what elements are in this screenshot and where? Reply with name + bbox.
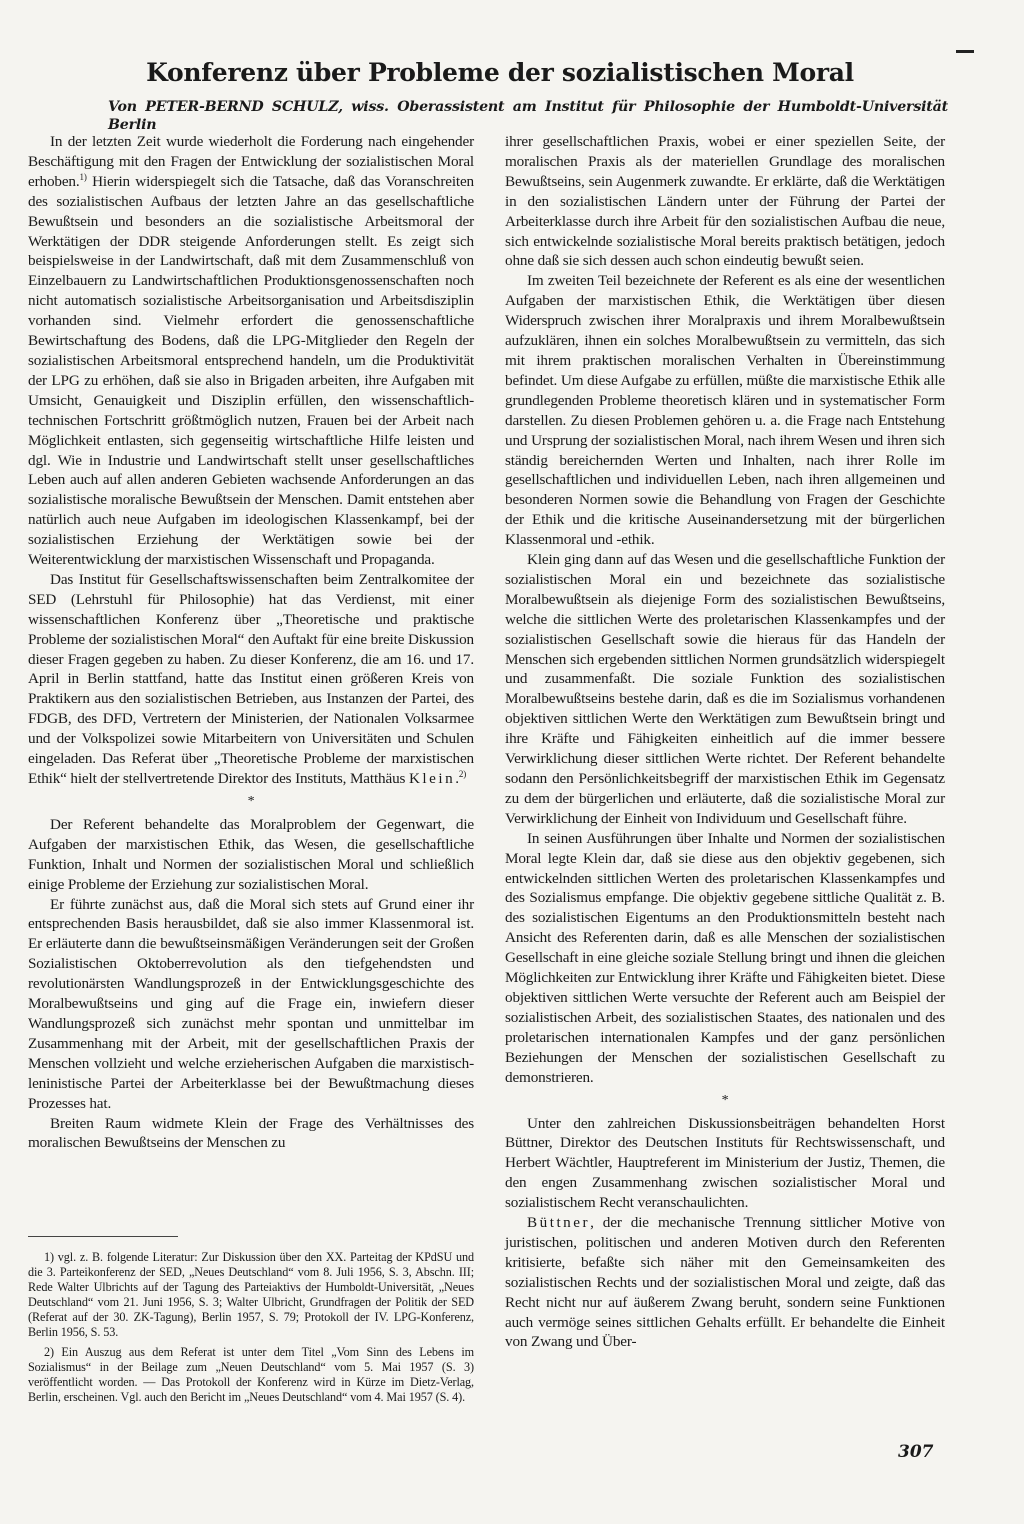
paragraph: Das Institut für Gesellschaftswissenschaften beim Zentralkomitee der SED (Lehrstuhl für Philosophie) hat das Verdienst, mit einer wissenschaftlichen Konferenz über „Theoretische und praktische Probleme der sozialistischen Moral“ den Auftakt für eine breite Diskussion dieser Fragen gegeben zu haben. Zu dieser Konferenz, die am 16. und 17. April in Berlin stattfand, hatte das Institut einen größeren Kreis von Praktikern aus den sozialistischen Betrieben, aus Instanzen der Partei, des FDGB, des DFD, Vertretern der Ministerien, der Nationalen Volksarmee und der Volkspolizei sowie Mitarbeitern von Universitäten und Schulen eingeladen. Das Referat über „Theoretische Probleme der marxistischen Ethik“ hielt der stellvertretende Direktor des Instituts, Matthäus Klein.$^{2)}$ bbox=[28, 570, 474, 787]
paragraph: Breiten Raum widmete Klein der Frage des Verhältnisses des moralischen Bewußtseins der Menschen zu bbox=[28, 1114, 474, 1152]
paragraph: Er führte zunächst aus, daß die Moral sich stets auf Grund einer ihr entsprechenden Basis herausbildet, daß sie also immer Klassenmoral ist. Er erläuterte dann die bewußtseinsmäßigen Veränderungen seit der Großen Sozialistischen Oktoberrevolution als den tiefgehendsten und revolutionärsten Wandlungsprozeß in der Entwicklungsgeschichte des Moralbewußtseins und ging auf die Frage ein, inwiefern dieser Wandlungsprozeß sich zunächst mehr spontan und unmittelbar im Zusammenhang mit der Arbeit, mit der gesellschaftlichen Praxis der Menschen vollzieht und welche erzieherischen Aufgaben die marxistisch-leninistische Partei der Arbeiterklasse bei der Bewußtmachung dieses Prozesses hat. bbox=[28, 895, 474, 1112]
paragraph: Unter den zahlreichen Diskussionsbeiträgen behandelten Horst Büttner, Direktor des Deutschen Instituts für Rechtswissenschaft, und Herbert Wächtler, Hauptreferent im Ministerium der Justiz, Themen, die den engen Zusammenhang zwischen sozialistischer Moral und sozialistischem Recht veranschaulichten. bbox=[505, 1114, 945, 1212]
paragraph: Im zweiten Teil bezeichnete der Referent es als eine der wesentlichen Aufgaben der marxistischen Ethik, die Werktätigen über diesen Widerspruch zwischen ihrer Moralpraxis und ihrem Moralbewußtsein aufzuklären, ihnen ein solches Moralbewußtsein zu vermitteln, das sich mit ihrem praktischen moralischen Verhalten in Übereinstimmung befindet. Um diese Aufgabe zu erfüllen, müßte die marxistische Ethik alle grundlegenden Probleme theoretisch klären und in systematischer Form darstellen. Zu diesen Problemen gehören u. a. die Frage nach Entstehung und Ursprung der sozialistischen Moral, nach ihrem Wesen und ihren sich ständig bereichernden Werten und Inhalten, nach ihrer Rolle im gesellschaftlichen und individuellen Leben, nach ihren allgemeinen und besonderen Normen sowie die Behandlung von Fragen der Geschichte der Ethik und die kritische Auseinandersetzung mit der bürgerlichen Klassenmoral und -ethik. bbox=[505, 272, 945, 549]
paragraph: Klein ging dann auf das Wesen und die gesellschaftliche Funktion der sozialistischen Moral ein und bezeichnete das sozialistische Moralbewußtsein als diejenige Form des sozialistischen Bewußtseins, welche die sittlichen Werte des proletarischen Klassenkampfes und der sozialistischen Gesellschaft sowie die hieraus für das Handeln der Menschen sich ergebenden sittlichen Normen grundsätzlich widerspiegelt und zusammenfaßt. Die soziale Funktion des sozialistischen Moralbewußtseins bestehe darin, daß es die im Sozialismus vorhandenen objektiven sittlichen Werte den Werktätigen zum Bewußtsein bringt und ihre Kräfte und Fähigkeiten einheitlich auf die immer bessere Verwirklichung dieser sittlichen Werte richtet. Der Referent behandelte sodann den Persönlichkeitsbegriff der marxistischen Ethik im Gegensatz zu dem der bürgerlichen und erläuterte, daß die sozialistische Moral zur Verwirklichung der Einheit von Individuum und Gesellschaft führe. bbox=[505, 551, 945, 827]
speaker-name: Büttner bbox=[527, 1214, 591, 1232]
article-byline: Von PETER-BERND SCHULZ, wiss. Oberassistent am Institut für Philosophie der Humboldt-Universität Berlin bbox=[108, 99, 948, 133]
page-number: 307 bbox=[898, 1442, 934, 1462]
paragraph: In seinen Ausführungen über Inhalte und Normen der sozialistischen Moral legte Klein dar, daß sie diese aus den objektiv gegebenen, sich entwickelnden sittlichen Werten des proletarischen Klassenkampfes und des Sozialismus empfange. Die objektiv gegebene sittliche Qualität z. B. des sozialistischen Eigentums an den Produktionsmitteln besteht nach Ansicht des Referenten darin, daß es alle Menschen der sozialistischen Gesellschaft in eine gleiche soziale Stellung bringt und ihnen die gleichen Möglichkeiten zur Entwicklung ihrer Kräfte und Fähigkeiten bietet. Diese objektiven sittlichen Werte versuchte der Referent auch am Beispiel der sozialistischen Arbeit, des sozialistischen Staates, des nationalen und des proletarischen internationalen Kampfes und der ganz persönlichen Beziehungen der Menschen der sozialistischen Gesellschaft zu demonstrieren. bbox=[505, 829, 945, 1086]
corner-mark bbox=[956, 50, 974, 53]
speaker-name: Klein bbox=[408, 770, 456, 787]
footnotes bbox=[28, 1250, 474, 1409]
footnote-rule bbox=[28, 1236, 178, 1237]
article-title: Konferenz über Probleme der sozialistischen Moral bbox=[146, 58, 854, 87]
footnote-2: 2) Ein Auszug aus dem Referat ist unter dem Titel „Vom Sinn des Lebens im Sozialismus“ in der Beilage zum „Neuen Deutschland“ vom 5. Mai 1957 (S. 3) veröffentlicht worden. — Das Protokoll der Konferenz wird in Kürze im Dietz-Verlag, Berlin, erscheinen. Vgl. auch den Bericht im „Neues Deutschland“ vom 4. Mai 1957 (S. 4). bbox=[28, 1344, 474, 1404]
left-column bbox=[28, 132, 474, 1153]
paragraph: In der letzten Zeit wurde wiederholt die Forderung nach eingehender Beschäftigung mit den Fragen der Entwicklung der sozialistischen Moral erhoben.$^{1)}$ Hierin widerspiegelt sich die Tatsache, daß das Voranschreiten des sozialistischen Aufbaus der letzten Jahre an das gesellschaftliche Bewußtsein und besonders an die sozialistische Arbeitsmoral der Werktätigen der DDR steigende Anforderungen stellt. Es zeigt sich beispielsweise in der Landwirtschaft, daß mit dem Zusammenschluß von Einzelbauern zu Landwirtschaftlichen Produktionsgenossenschaften noch nicht automatisch sozialistische Arbeitsorganisation und Arbeitsdisziplin vorhanden sind. Vielmehr erfordert die genossenschaftliche Bewirtschaftung des Bodens, daß die LPG-Mitglieder den Regeln der sozialistischen Arbeitsmoral entsprechend handeln, um die Produktivität der LPG zu erhöhen, daß sie also in Brigaden arbeiten, ihre Aufgaben mit Umsicht, Genauigkeit und Disziplin erfüllen, den wissenschaftlich-technischen Fortschritt größtmöglich nutzen, Frauen bei der Arbeit nach Möglichkeit entlasten, sich gegenseitig wirtschaftliche Hilfe leisten und dgl. Wie in Industrie und Landwirtschaft stellt unser gesellschaftliches Leben auch auf allen anderen Gebieten wachsende Anforderungen an das sozialistische moralische Bewußtsein der Menschen. Damit entstehen aber natürlich auch neue Aufgaben im ideologischen Klassenkampf, bei der sozialistischen Erziehung der Werktätigen sowie bei der Weiterentwicklung der marxistischen Wissenschaft und Propaganda. bbox=[28, 133, 474, 569]
paragraph: Büttner, der die mechanische Trennung sittlicher Motive von juristischen, politischen und anderen Motiven durch den Referenten kritisierte, befaßte sich näher mit den Gemeinsamkeiten des sozialistischen Rechts und der sozialistischen Moral und zeigte, daß das Recht nicht nur auf äußerem Zwang beruht, sondern seine Funktionen auch vermöge seines sittlichen Gehalts erfüllt. Er behandelte die Einheit von Zwang und Über- bbox=[505, 1214, 945, 1351]
section-separator: * bbox=[247, 793, 255, 809]
footnote-ref-2: 2) bbox=[458, 768, 467, 779]
right-column bbox=[505, 132, 945, 1352]
footnote-1: 1) vgl. z. B. folgende Literatur: Zur Diskussion über den XX. Parteitag der KPdSU und die 3. Parteikonferenz der SED, „Neues Deutschland“ vom 8. Juli 1956, S. 3, Abschn. III; Rede Walter Ulbrichts auf der Tagung des Parteiaktivs der Humboldt-Universität, „Neues Deutschland“ vom 21. Juni 1956, S. 3; Walter Ulbricht, Grundfragen der Politik der SED (Referat auf der 30. ZK-Tagung), Berlin 1957, S. 79; Protokoll der IV. LPG-Konferenz, Berlin 1956, S. 53. bbox=[28, 1250, 474, 1340]
footnote-ref-1: 1) bbox=[79, 171, 87, 182]
paragraph: ihrer gesellschaftlichen Praxis, wobei er einer speziellen Seite, der moralischen Praxis als der materiellen Grundlage des moralischen Bewußtseins, sein Augenmerk zuwandte. Er erklärte, daß die Werktätigen in den sozialistischen Ländern unter der Führung der Partei der Arbeiterklasse durch ihre Arbeit für den sozialistischen Aufbau die neue, sich entwickelnde sozialistische Moral bereits praktisch betätigen, jedoch ohne daß sie sich dessen auch schon eindeutig bewußt seien. bbox=[505, 133, 945, 270]
section-separator: * bbox=[721, 1092, 729, 1108]
paragraph: Der Referent behandelte das Moralproblem der Gegenwart, die Aufgaben der marxistischen Ethik, das Wesen, die gesellschaftliche Funktion, Inhalt und Normen der sozialistischen Moral und schließlich einige Probleme der Erziehung zur sozialistischen Moral. bbox=[28, 815, 474, 893]
